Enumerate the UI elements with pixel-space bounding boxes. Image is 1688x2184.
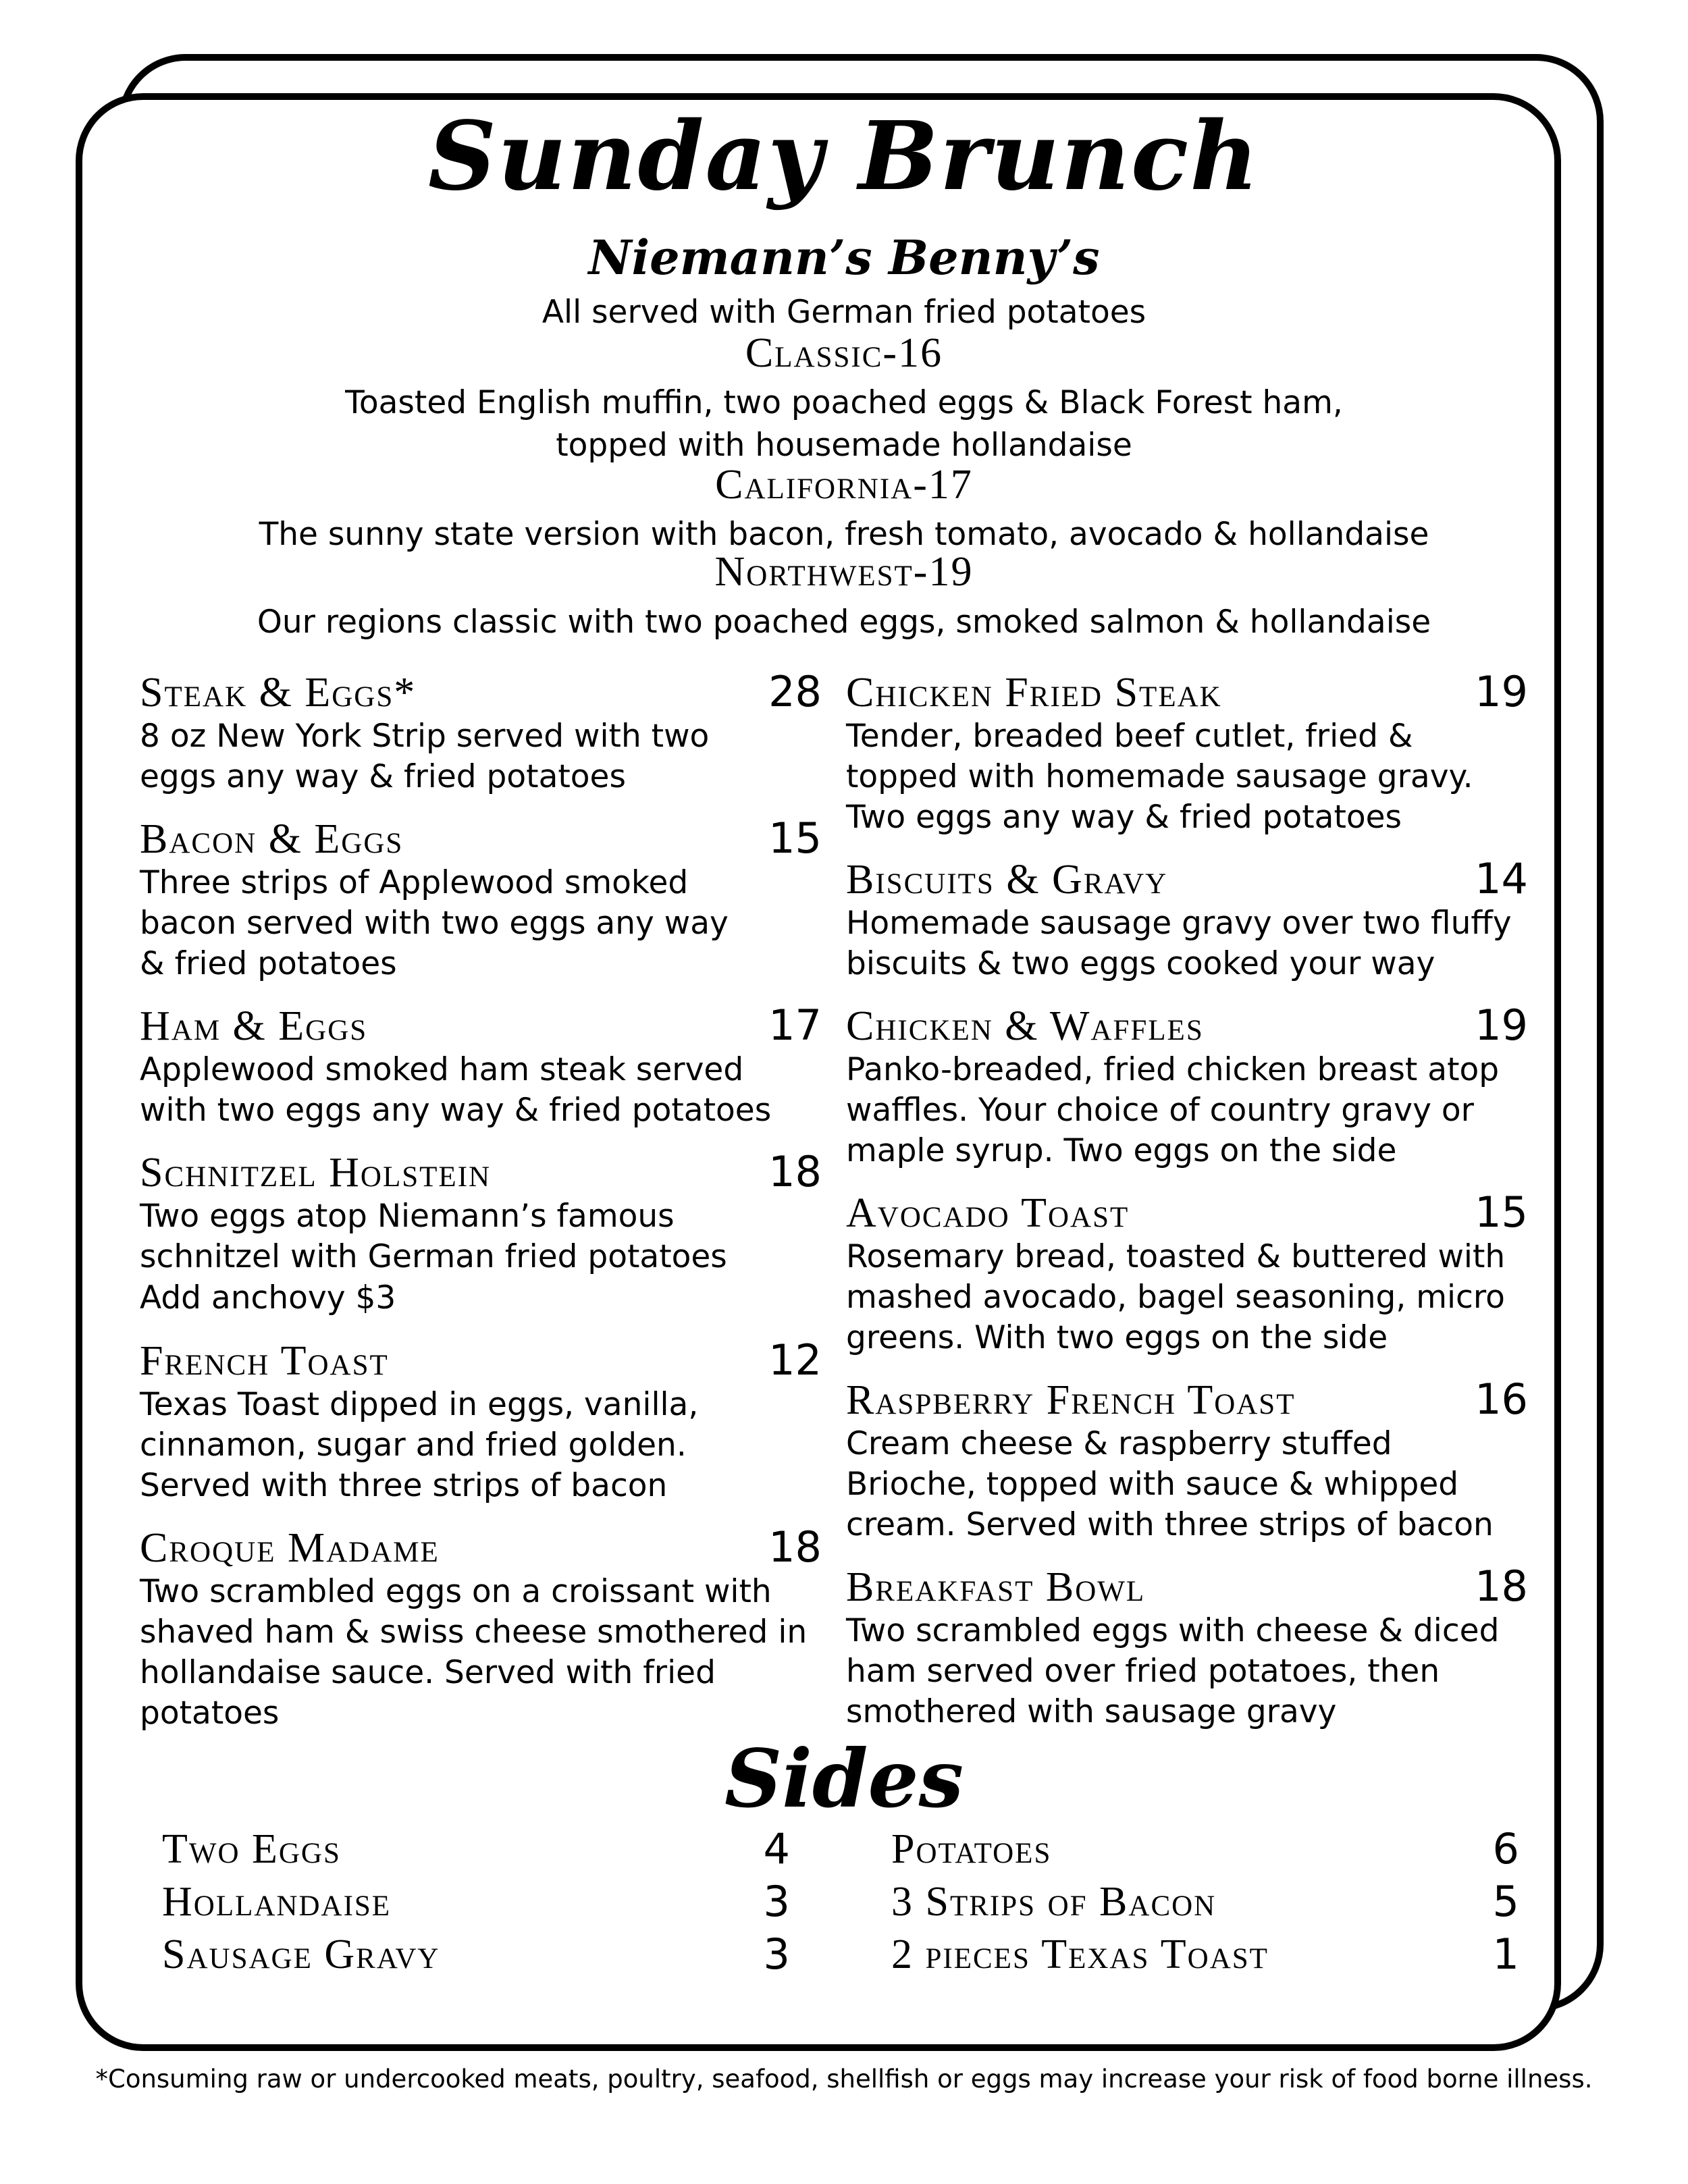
benny-desc-classic-line1: Toasted English muffin, two poached eggs & Black Forest ham,: [345, 384, 1343, 421]
benny-name-california: California-17: [715, 462, 973, 508]
menu-item-desc: Applewood smoked ham steak served with two eggs any way & fried potatoes: [140, 1051, 772, 1129]
menu-item-price: 28: [768, 667, 822, 716]
menu-column-left: [140, 668, 822, 1751]
side-item-name: Potatoes: [891, 1826, 1052, 1872]
benny-desc-california: The sunny state version with bacon, fresh tomato, avocado & hollandaise: [259, 516, 1429, 553]
page-title: Sunday Brunch: [427, 101, 1261, 212]
menu-item-name: Breakfast Bowl: [846, 1564, 1146, 1610]
menu-item: [846, 1189, 1528, 1358]
menu-item-name: Bacon & Eggs: [140, 816, 404, 862]
menu-item-price: 18: [768, 1147, 822, 1196]
menu-item-desc: Two eggs atop Niemann’s famous schnitzel with German fried potatoes: [140, 1198, 727, 1275]
menu-item-price: 15: [1475, 1188, 1528, 1237]
benny-name-northwest: Northwest-19: [714, 549, 974, 595]
menu-item: [846, 855, 1528, 984]
side-item: [891, 1823, 1519, 1875]
menu-item: [140, 668, 822, 797]
side-item-price: 6: [1492, 1824, 1519, 1873]
menu-item-name: Chicken & Waffles: [846, 1003, 1204, 1049]
side-item-price: 1: [1492, 1929, 1519, 1979]
side-item-name: Sausage Gravy: [162, 1932, 440, 1977]
menu-item-name: French Toast: [140, 1338, 389, 1384]
sides-column-right: [891, 1823, 1519, 1981]
menu-item-desc: Tender, breaded beef cutlet, fried & topped with homemade sausage gravy. Two eggs any way & fried potatoes: [846, 718, 1473, 836]
benny-name-classic: Classic-16: [745, 330, 943, 376]
menu-item-desc: Homemade sausage gravy over two fluffy biscuits & two eggs cooked your way: [846, 905, 1512, 982]
menu-item-name: Biscuits & Gravy: [846, 857, 1168, 903]
menu-item-name: Chicken Fried Steak: [846, 670, 1222, 716]
menu-column-right: [846, 668, 1528, 1750]
menu-item-price: 17: [768, 1001, 822, 1050]
side-item-price: 5: [1492, 1877, 1519, 1926]
menu-item-desc: 8 oz New York Strip served with two eggs any way & fried potatoes: [140, 718, 710, 795]
side-item-name: 2 pieces Texas Toast: [891, 1932, 1269, 1977]
menu-item-price: 19: [1475, 1001, 1528, 1050]
menu-item: [846, 1563, 1528, 1732]
menu-item-name: Raspberry French Toast: [846, 1377, 1296, 1423]
side-item: [891, 1875, 1519, 1928]
menu-item-name: Croque Madame: [140, 1525, 440, 1571]
menu-item: [140, 815, 822, 984]
side-item-name: Hollandaise: [162, 1879, 392, 1925]
side-item: [162, 1928, 790, 1981]
menu-item-price: 18: [1475, 1562, 1528, 1611]
side-item-price: 4: [763, 1824, 790, 1873]
side-item-price: 3: [763, 1929, 790, 1979]
menu-item-desc: Two scrambled eggs with cheese & diced ham served over fried potatoes, then smothered with sausage gravy: [846, 1612, 1500, 1730]
menu-item-desc: Cream cheese & raspberry stuffed Brioche, topped with sauce & whipped cream. Served with three strips of bacon: [846, 1425, 1494, 1543]
food-safety-disclaimer: *Consuming raw or undercooked meats, poultry, seafood, shellfish or eggs may increase your risk of food borne illness.: [95, 2065, 1593, 2094]
side-item: [891, 1928, 1519, 1981]
sides-heading: Sides: [724, 1732, 964, 1826]
side-item-name: Two Eggs: [162, 1826, 341, 1872]
menu-item-price: 14: [1475, 854, 1528, 903]
menu-item-name: Schnitzel Holstein: [140, 1150, 492, 1196]
bennys-heading: Niemann’s Benny’s: [588, 230, 1100, 286]
side-item: [162, 1875, 790, 1928]
menu-item-name: Steak & Eggs*: [140, 670, 417, 716]
menu-item: [140, 1524, 822, 1734]
menu-item-price: 16: [1475, 1375, 1528, 1424]
menu-item: [846, 1002, 1528, 1171]
menu-item: [140, 1002, 822, 1131]
menu-item: [140, 1337, 822, 1506]
menu-item-name: Avocado Toast: [846, 1190, 1130, 1236]
menu-item-price: 12: [768, 1335, 822, 1385]
menu-item: [846, 668, 1528, 838]
side-item: [162, 1823, 790, 1875]
menu-item-desc: Two scrambled eggs on a croissant with shaved ham & swiss cheese smothered in hollandaise sauce. Served with fried potatoes: [140, 1573, 808, 1732]
menu-item-name: Ham & Eggs: [140, 1003, 368, 1049]
menu-item-price: 18: [768, 1522, 822, 1572]
menu-item-desc: Rosemary bread, toasted & buttered with mashed avocado, bagel seasoning, micro greens. With two eggs on the side: [846, 1238, 1506, 1356]
sides-column-left: [162, 1823, 790, 1981]
bennys-note: All served with German fried potatoes: [542, 294, 1146, 331]
menu-item-desc: Three strips of Applewood smoked bacon served with two eggs any way & fried potatoes: [140, 864, 729, 982]
benny-desc-classic-line2: topped with housemade hollandaise: [556, 427, 1132, 464]
menu-item-desc: Panko-breaded, fried chicken breast atop waffles. Your choice of country gravy or maple syrup. Two eggs on the side: [846, 1051, 1500, 1169]
menu-item: [140, 1148, 822, 1319]
menu-item-price: 19: [1475, 667, 1528, 716]
menu-item-addon: Add anchovy $3: [140, 1279, 396, 1316]
menu-item-desc: Texas Toast dipped in eggs, vanilla, cinnamon, sugar and fried golden. Served with three strips of bacon: [140, 1386, 699, 1504]
menu-item: [846, 1376, 1528, 1545]
menu-item-price: 15: [768, 814, 822, 863]
side-item-price: 3: [763, 1877, 790, 1926]
side-item-name: 3 Strips of Bacon: [891, 1879, 1217, 1925]
benny-desc-northwest: Our regions classic with two poached eggs, smoked salmon & hollandaise: [257, 604, 1431, 641]
